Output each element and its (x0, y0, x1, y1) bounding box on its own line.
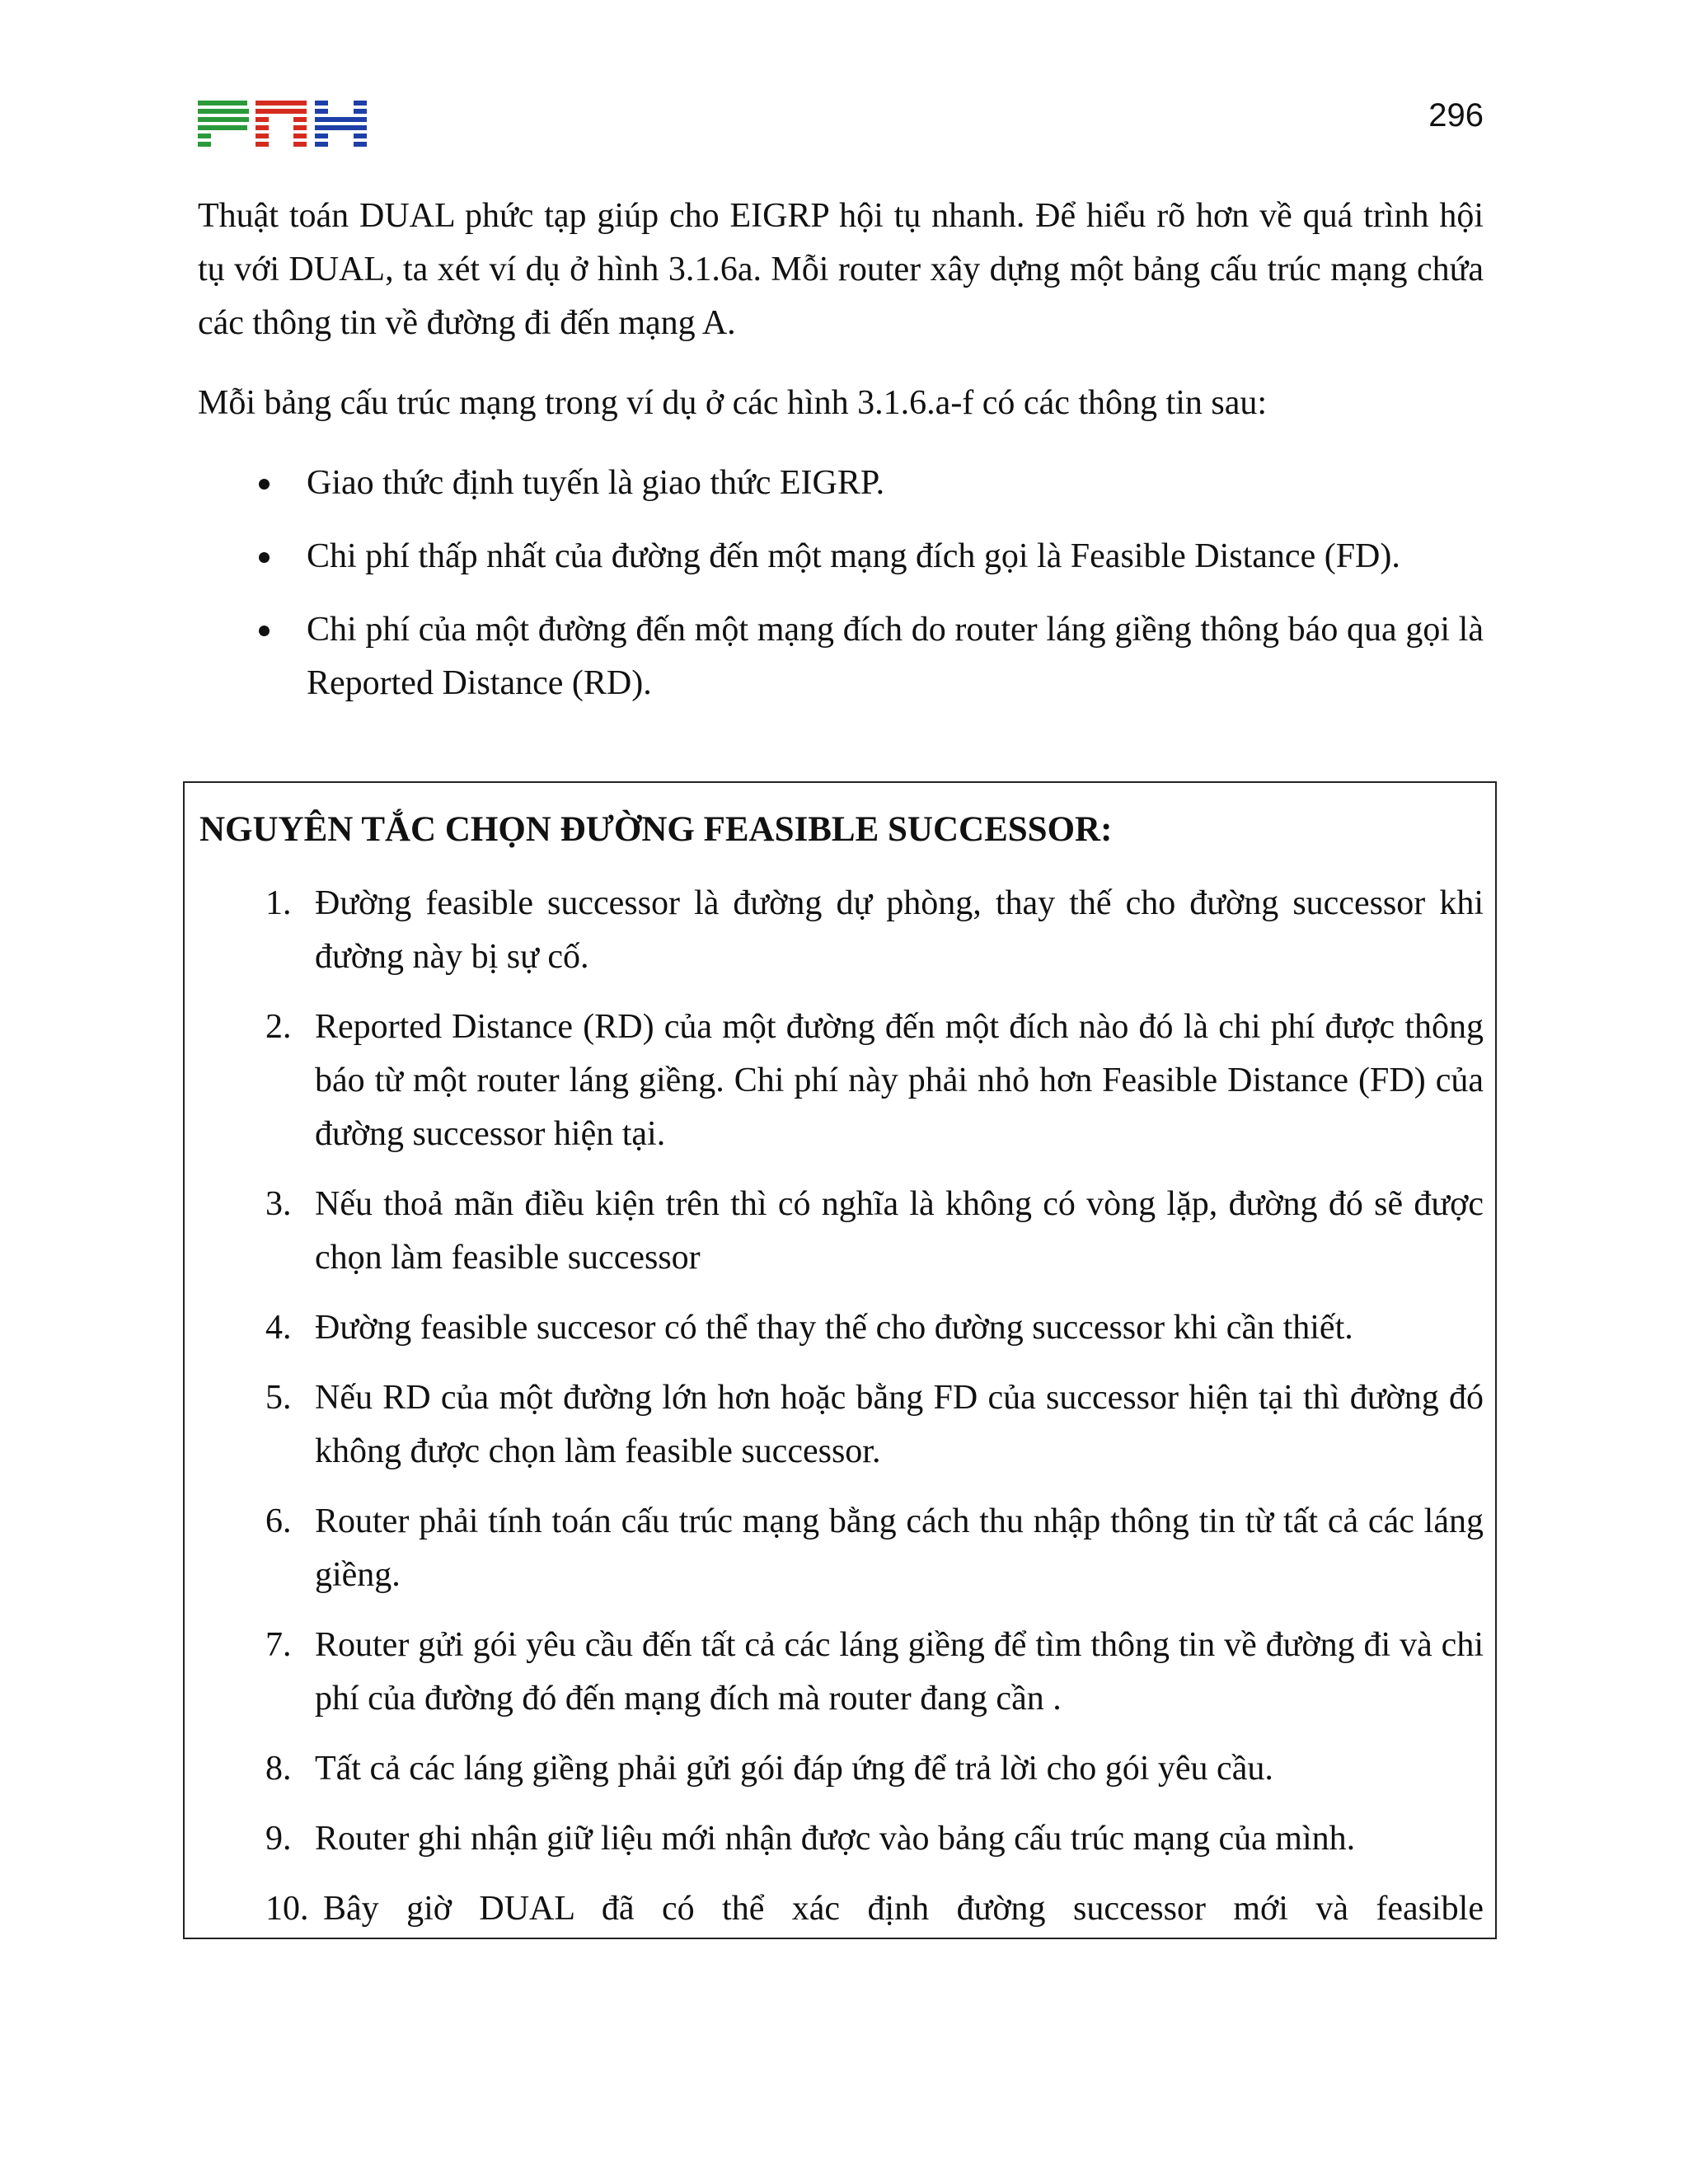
rule-item: 7. Router gửi gói yêu cầu đến tất cả các láng giềng để tìm thông tin về đường đi và chi phí của đường đó đến mạng đích mà router đang cần . (265, 1626, 1484, 1718)
logo-letter-h (315, 101, 367, 147)
feasible-successor-rules-box (183, 781, 1497, 1939)
rule-item: 6. Router phải tính toán cấu trúc mạng bằng cách thu nhập thông tin từ tất cả các láng giềng. (265, 1502, 1484, 1594)
rule-item: 10. Bây giờ DUAL đã có thể xác định đường successor mới và feasible (265, 1890, 1484, 1928)
rule-item: 5. Nếu RD của một đường lớn hơn hoặc bằng FD của successor hiện tại thì đường đó không được chọn làm feasible successor. (265, 1379, 1484, 1470)
pnh-logo (198, 101, 367, 147)
page-number: 296 (1428, 97, 1484, 134)
main-content (198, 190, 1484, 730)
logo-letter-p (198, 101, 249, 147)
info-lead-paragraph: Mỗi bảng cấu trúc mạng trong ví dụ ở các hình 3.1.6.a-f có các thông tin sau: (198, 384, 1268, 422)
bullet-item: Chi phí của một đường đến một mạng đích do router láng giềng thông báo qua gọi là Reported Distance (RD). (198, 603, 1484, 710)
info-bullet-list (198, 457, 1484, 710)
bullet-item: Chi phí thấp nhất của đường đến một mạng đích gọi là Feasible Distance (FD). (198, 530, 1484, 583)
rule-item: 2. Reported Distance (RD) của một đường đến một đích nào đó là chi phí được thông báo từ một router láng giềng. Chi phí này phải nhỏ hơn Feasible Distance (FD) của đường successor hiện tại. (265, 1008, 1484, 1153)
rule-item: 8. Tất cả các láng giềng phải gửi gói đáp ứng để trả lời cho gói yêu cầu. (265, 1750, 1273, 1788)
rule-item: 4. Đường feasible succesor có thể thay thế cho đường successor khi cần thiết. (265, 1309, 1353, 1347)
bullet-item: Giao thức định tuyến là giao thức EIGRP. (198, 457, 1484, 510)
bullet-icon (259, 626, 270, 636)
rules-list (199, 877, 1484, 1952)
rule-item: 1. Đường feasible successor là đường dự phòng, thay thế cho đường successor khi đường này bị sự cố. (265, 884, 1484, 976)
rule-item: 9. Router ghi nhận giữ liệu mới nhận được vào bảng cấu trúc mạng của mình. (265, 1820, 1356, 1858)
bullet-icon (259, 552, 270, 563)
rule-item: 3. Nếu thoả mãn điều kiện trên thì có nghĩa là không có vòng lặp, đường đó sẽ được chọn làm feasible successor (265, 1185, 1484, 1277)
logo-letter-n (256, 101, 307, 147)
intro-paragraph: Thuật toán DUAL phức tạp giúp cho EIGRP hội tụ nhanh. Để hiểu rõ hơn về quá trình hội tụ với DUAL, ta xét ví dụ ở hình 3.1.6a. Mỗi router xây dựng một bảng cấu trúc mạng chứa các thông tin về đường đi đến mạng A. (198, 197, 1484, 342)
bullet-icon (259, 479, 270, 490)
rules-box-title: NGUYÊN TẮC CHỌN ĐƯỜNG FEASIBLE SUCCESSOR: (199, 810, 1113, 849)
